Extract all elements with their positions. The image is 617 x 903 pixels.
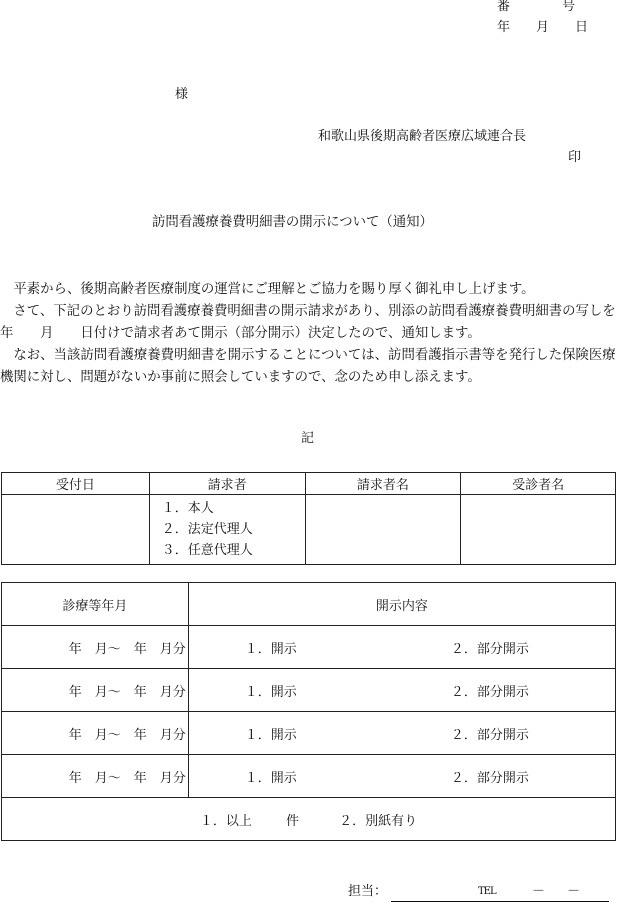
treatment-period[interactable]: 年 月～ 年 月分 <box>2 626 189 669</box>
tel-dash-2: － <box>567 884 581 899</box>
option-disclose[interactable]: １．開示 <box>244 727 297 743</box>
disclosure-options <box>188 626 615 669</box>
body-paragraph-1: 平素から、後期高齢者医療制度の運営にご理解とご協力を賜り厚く御礼申し上げます。 <box>13 282 535 297</box>
patient-name-cell[interactable] <box>461 495 616 565</box>
header-reception-date: 受付日 <box>2 473 150 495</box>
header-requester-name: 請求者名 <box>305 473 461 495</box>
treatment-period[interactable]: 年 月～ 年 月分 <box>2 755 189 798</box>
contact-underline <box>391 901 609 902</box>
body-paragraph-2: さて、下記のとおり訪問看護療養費明細書の開示請求があり、別添の訪問看護療養費明細書の写しを 年 月 日付けで請求者あて開示（部分開示）決定したので、通知します。 <box>0 304 616 341</box>
option-disclose[interactable]: １．開示 <box>244 770 297 786</box>
count-row <box>2 798 616 841</box>
count-options <box>2 798 616 841</box>
header-requester: 請求者 <box>149 473 305 495</box>
disclosure-options <box>188 755 615 798</box>
reception-date-cell[interactable] <box>2 495 150 565</box>
option-attachment[interactable]: ２．別紙有り <box>339 813 418 829</box>
document-number-label: 番 号 <box>497 0 576 14</box>
header-treatment-period: 診療等年月 <box>2 583 189 626</box>
body-paragraph-3: なお、当該訪問看護療養費明細書を開示することについては、訪問看護指示書等を発行した保険医療機関に対し、問題がないか事前に照会していますので、念のため申し添えます。 <box>0 348 616 385</box>
option-disclose[interactable]: １．開示 <box>244 641 297 657</box>
disclosure-options <box>188 669 615 712</box>
option-partial-disclose[interactable]: ２．部分開示 <box>450 727 529 743</box>
disclosure-row <box>2 755 616 798</box>
requester-name-cell[interactable] <box>305 495 461 565</box>
request-table-body <box>2 495 616 565</box>
treatment-period[interactable]: 年 月～ 年 月分 <box>2 712 189 755</box>
ki-heading: 記 <box>301 431 315 446</box>
request-table <box>1 472 616 565</box>
treatment-period[interactable]: 年 月～ 年 月分 <box>2 669 189 712</box>
disclosure-table-header <box>2 583 616 626</box>
requester-options[interactable] <box>149 495 305 565</box>
requester-option-voluntary-agent[interactable]: ３．任意代理人 <box>161 543 253 558</box>
tel-dash-1: － <box>532 884 546 899</box>
option-partial-disclose[interactable]: ２．部分開示 <box>450 684 529 700</box>
disclosure-options <box>188 712 615 755</box>
document-title: 訪問看護療養費明細書の開示について（通知） <box>152 215 433 230</box>
tel-label: TEL <box>478 886 496 897</box>
disclosure-row <box>2 626 616 669</box>
contact-label: 担当： <box>348 884 388 899</box>
body-text <box>0 279 617 389</box>
document-date-label: 年 月 日 <box>497 20 589 35</box>
requester-option-legal-agent[interactable]: ２．法定代理人 <box>161 522 253 537</box>
header-patient-name: 受診者名 <box>461 473 616 495</box>
option-disclose[interactable]: １．開示 <box>244 684 297 700</box>
count-unit: 件 <box>285 813 299 829</box>
sender-name: 和歌山県後期高齢者医療広域連合長 <box>318 129 527 144</box>
addressee-suffix: 様 <box>175 87 189 102</box>
disclosure-row <box>2 669 616 712</box>
option-partial-disclose[interactable]: ２．部分開示 <box>450 770 529 786</box>
option-partial-disclose[interactable]: ２．部分開示 <box>450 641 529 657</box>
requester-option-self[interactable]: １．本人 <box>161 501 214 516</box>
header-disclosure-content: 開示内容 <box>188 583 615 626</box>
disclosure-row <box>2 712 616 755</box>
request-table-header <box>2 473 616 495</box>
seal-mark: 印 <box>568 150 582 165</box>
option-count[interactable]: １．以上 <box>199 813 252 829</box>
disclosure-table <box>1 582 616 841</box>
